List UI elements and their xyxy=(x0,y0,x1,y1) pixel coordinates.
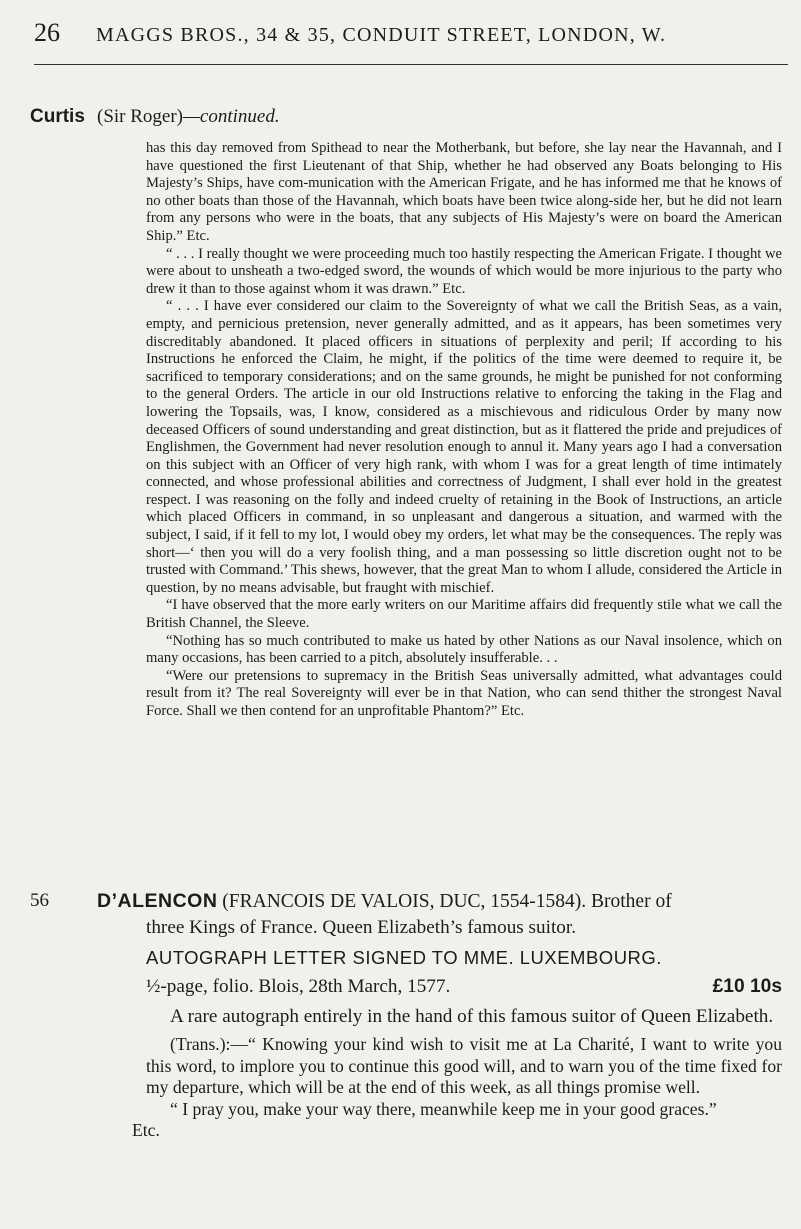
description-row xyxy=(146,975,782,999)
entry-body xyxy=(146,140,782,721)
paragraph: “ . . . I really thought we were proceeding much too hastily respecting the American Frigate. I thought we were about to unsheath a two-edged sword, the wounds of which would be more injurious to the party who drew it than to those against whom it was drawn.” Etc. xyxy=(146,245,782,297)
lot-heading xyxy=(97,890,672,913)
lot-heading-line2: three Kings of France. Queen Elizabeth’s famous suitor. xyxy=(146,917,577,938)
paragraph: “Were our pretensions to supremacy in the British Seas universally admitted, what advantages could result from it? The real Sovereignty will ever be in that Nation, who can send thither the strongest Naval Force. Shall we then contend for an unprofitable Phantom?” Etc. xyxy=(146,667,782,719)
paragraph: has this day removed from Spithead to near the Motherbank, but before, she lay near the Havannah, and I have questioned the first Lieutenant of that Ship, whether he had observed any Boats belonging to His Majesty’s Ships, have com-munication with the American Frigate, and he has informed me that he knows of no other boats than those of the Havannah, which boats have been twice along-side her, but he did not learn from any persons who were in the boats, that any subjects of His Majesty’s were on board the American Ship.” Etc. xyxy=(146,140,782,244)
entry-index-name: Curtis xyxy=(30,106,85,127)
running-head: MAGGS BROS., 34 & 35, CONDUIT STREET, LONDON, W. xyxy=(96,24,667,46)
closing-line: “ I pray you, make your way there, meanwhile keep me in your good graces.” xyxy=(170,1098,717,1119)
item-title: AUTOGRAPH LETTER SIGNED TO MME. LUXEMBOURG. xyxy=(146,946,662,968)
item-description: ½-page, folio. Blois, 28th March, 1577. xyxy=(146,976,451,997)
translation: (Trans.):—“ Knowing your kind wish to visit me at La Charité, I want to write you this word, to implore you to continue this good will, and to warn you of the time fixed for my departure, which will be at the end of this week, as all things promise well. xyxy=(146,1034,782,1098)
item-price: £10 10s xyxy=(712,976,782,997)
etc-label: Etc. xyxy=(132,1120,160,1141)
item-note: A rare autograph entirely in the hand of this famous suitor of Queen Elizabeth. xyxy=(170,1005,774,1027)
paragraph: “ . . . I have ever considered our claim to the Sovereignty of what we call the British Seas, as a vain, empty, and pernicious pretension, never generally admitted, and as it appears, has been sometimes very discreditably abandoned. It placed officers in situations of perplexity and peril; If according to his Instructions he enforced the Claim, he might, if the politics of the time were deemed to require it, be sacrificed to temporary considerations; and on the same grounds, he might be punished for not conforming to the general Orders. The article in our old Instructions relative to enforcing the taking in the Flag and lowering the Topsails, was, I know, considered as a mischievous and ridiculous Order by many now deceased Officers of sound understanding and great distinction, but as it flattered the pride and prejudices of Englishmen, the Government had never resolution enough to annul it. Many years ago I had a conversation on this subject with an Officer of very high rank, with whom I was for a great length of time intimately connected, and whose professional abilities and correctness of Judgment, I shall ever hold in the greatest respect. I was reasoning on the folly and indeed cruelty of retaining in the Book of Instructions, an article which placed Officers in command, in so unpleasant and dangerous a situation, and warmed with the subject, I said, if it fell to my lot, I would obey my orders, let what may be the consequences. The reply was short—‘ then you will do a very foolish thing, and a man possessing so little discretion ought not to be trusted with Command.’ This shews, however, that the great Man to whom I allude, considered the Article in question, by no means advisable, but fraught with mischief. xyxy=(146,298,782,596)
lot-number: 56 xyxy=(30,890,49,911)
lot-body xyxy=(132,916,782,1142)
entry-continued: —continued. xyxy=(183,106,280,127)
page-header xyxy=(34,18,784,58)
lot-heading-rest: (FRANCOIS DE VALOIS, DUC, 1554-1584). Brother of xyxy=(222,891,672,912)
header-rule xyxy=(34,64,788,65)
entry-heading-name: (Sir Roger) xyxy=(97,106,184,127)
page-number: 26 xyxy=(34,18,60,47)
lot-name: D’ALENCON xyxy=(97,890,218,912)
entry-heading xyxy=(97,106,280,128)
paragraph: “I have observed that the more early writers on our Maritime affairs did frequently stile what we call the British Channel, the Sleeve. xyxy=(146,597,782,632)
paragraph: “Nothing has so much contributed to make us hated by other Nations as our Naval insolence, which on many occasions, has been carried to a pitch, absolutely insufferable. . . xyxy=(146,632,782,667)
